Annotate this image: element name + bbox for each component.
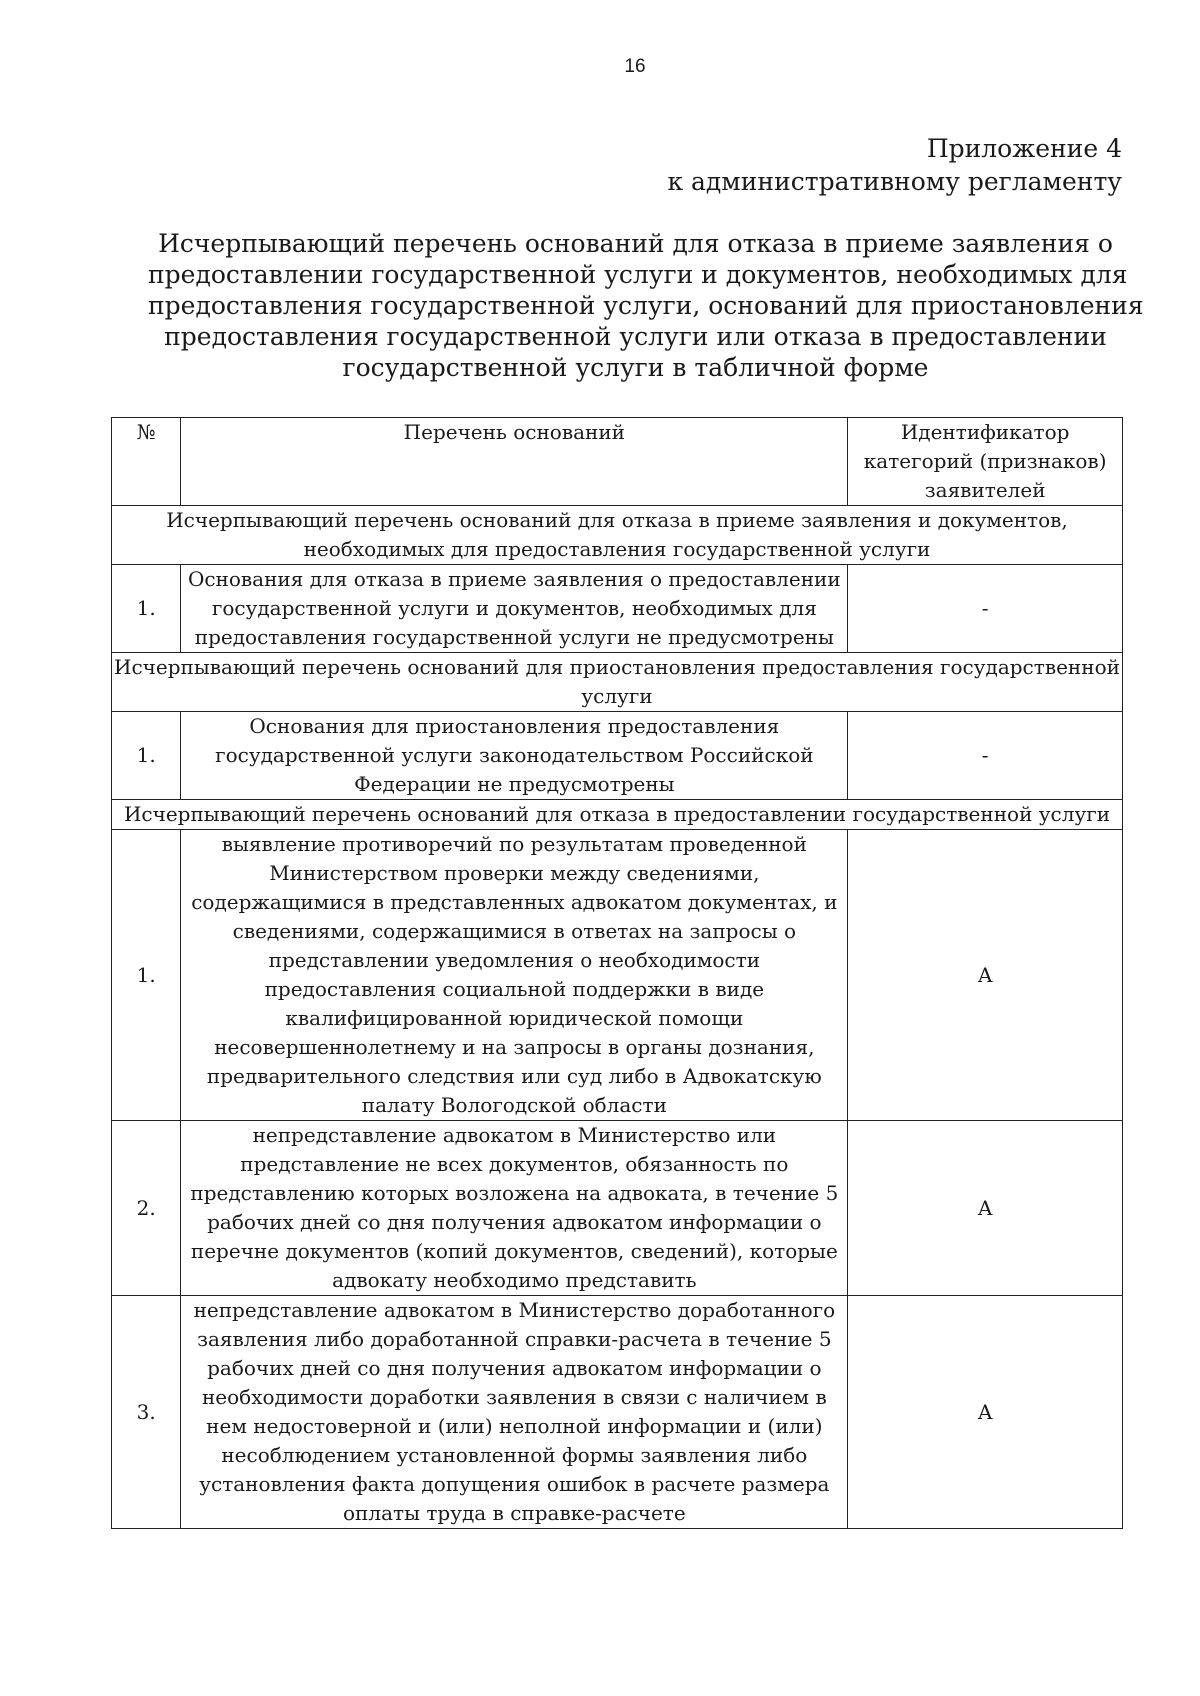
grounds-text-line: рабочих дней со дня получения адвокатом информации о — [207, 1356, 822, 1380]
grounds-text-line: палату Вологодской области — [361, 1093, 667, 1117]
grounds-text-line: предварительного следствия или суд либо в Адвокатскую — [206, 1064, 822, 1088]
grounds-text-line: нем недостоверной и (или) неполной информации и (или) — [206, 1414, 823, 1438]
row-grounds-text — [181, 1296, 848, 1529]
section-header-row — [112, 653, 1123, 712]
table-row — [112, 1296, 1123, 1529]
title-line: Исчерпывающий перечень оснований для отказа в приеме заявления о — [158, 229, 1113, 258]
row-identifier: А — [848, 1296, 1123, 1529]
grounds-text-line: адвокату необходимо представить — [332, 1268, 697, 1292]
grounds-text-line: представлению которых возложена на адвоката, в течение 5 — [190, 1181, 839, 1205]
grounds-text-line: непредставление адвокатом в Министерство доработанного — [193, 1298, 836, 1322]
row-identifier: А — [848, 1121, 1123, 1296]
appendix-caption — [667, 132, 1122, 198]
grounds-text-line: Федерации не предусмотрены — [354, 772, 675, 796]
header-identifier — [848, 418, 1123, 506]
header-identifier-line: категорий (признаков) — [863, 449, 1107, 473]
grounds-text-line: предоставления государственной услуги не предусмотрены — [194, 625, 834, 649]
section-title-line: Исчерпывающий перечень оснований для отказа в приеме заявления и документов, — [166, 508, 1068, 532]
grounds-text-line: Основания для отказа в приеме заявления о предоставлении — [187, 567, 841, 591]
row-grounds-text — [181, 830, 848, 1121]
grounds-text-line: несовершеннолетнему и на запросы в органы дознания, — [214, 1035, 815, 1059]
row-grounds-text — [181, 1121, 848, 1296]
grounds-text-line: перечне документов (копий документов, сведений), которые — [190, 1239, 838, 1263]
row-identifier: - — [848, 565, 1123, 653]
section-title-line: услуги — [581, 684, 653, 708]
row-number: 1. — [112, 712, 181, 800]
title-line: предоставления государственной услуги или отказа в предоставлении — [164, 322, 1107, 351]
row-identifier: - — [848, 712, 1123, 800]
table-row — [112, 712, 1123, 800]
section-title — [112, 800, 1123, 830]
grounds-table — [111, 417, 1123, 1529]
table-body — [112, 506, 1123, 1529]
grounds-text-line: сведениями, содержащимися в ответах на запросы о — [232, 919, 797, 943]
table-header-row — [112, 418, 1123, 506]
grounds-text-line: установления факта допущения ошибок в расчете размера — [199, 1472, 830, 1496]
document-title — [148, 228, 1144, 383]
header-identifier-line: заявителей — [924, 478, 1046, 502]
row-grounds-text — [181, 712, 848, 800]
row-number: 3. — [112, 1296, 181, 1529]
grounds-text-line: содержащимися в представленных адвокатом документах, и — [191, 890, 838, 914]
grounds-text-line: заявления либо доработанной справки-расчета в течение 5 — [197, 1327, 832, 1351]
grounds-text-line: квалифицированной юридической помощи — [285, 1006, 744, 1030]
row-number: 1. — [112, 565, 181, 653]
grounds-text-line: непредставление адвокатом в Министерство или — [252, 1123, 777, 1147]
title-line: предоставлении государственной услуги и документов, необходимых для — [148, 260, 1128, 289]
section-title-line: Исчерпывающий перечень оснований для приостановления предоставления государственной — [114, 655, 1120, 679]
header-grounds: Перечень оснований — [181, 418, 848, 506]
appendix-number: Приложение 4 — [926, 134, 1122, 163]
section-title — [112, 506, 1123, 565]
grounds-text-line: государственной услуги законодательством Российской — [215, 743, 814, 767]
section-title — [112, 653, 1123, 712]
page-number: 16 — [624, 56, 646, 77]
section-header-row — [112, 800, 1123, 830]
grounds-text-line: выявление противоречий по результатам проведенной — [221, 832, 807, 856]
table-row — [112, 565, 1123, 653]
title-line: предоставления государственной услуги, оснований для приостановления — [148, 291, 1144, 320]
grounds-text-line: рабочих дней со дня получения адвокатом информации о — [207, 1210, 822, 1234]
section-title-line: необходимых для предоставления государственной услуги — [303, 537, 931, 561]
grounds-text-line: оплаты труда в справке-расчете — [343, 1501, 686, 1525]
title-line: государственной услуги в табличной форме — [342, 353, 929, 382]
row-number: 1. — [112, 830, 181, 1121]
row-number: 2. — [112, 1121, 181, 1296]
grounds-text-line: несоблюдением установленной формы заявления либо — [221, 1443, 808, 1467]
grounds-text-line: представление не всех документов, обязанность по — [240, 1152, 789, 1176]
grounds-text-line: представлении уведомления о необходимости — [268, 948, 761, 972]
row-identifier: А — [848, 830, 1123, 1121]
table-row — [112, 830, 1123, 1121]
grounds-text-line: Основания для приостановления предоставления — [249, 714, 780, 738]
grounds-text-line: необходимости доработки заявления в связи с наличием в — [201, 1385, 827, 1409]
table-row — [112, 1121, 1123, 1296]
grounds-text-line: предоставления социальной поддержки в виде — [264, 977, 765, 1001]
header-identifier-line: Идентификатор — [900, 420, 1070, 444]
grounds-text-line: Министерством проверки между сведениями, — [269, 861, 760, 885]
section-title-line: Исчерпывающий перечень оснований для отказа в предоставлении государственной услуги — [123, 802, 1111, 826]
grounds-text-line: государственной услуги и документов, необходимых для — [211, 596, 817, 620]
appendix-reference: к административному регламенту — [667, 167, 1122, 196]
section-header-row — [112, 506, 1123, 565]
header-num: № — [112, 418, 181, 506]
row-grounds-text — [181, 565, 848, 653]
